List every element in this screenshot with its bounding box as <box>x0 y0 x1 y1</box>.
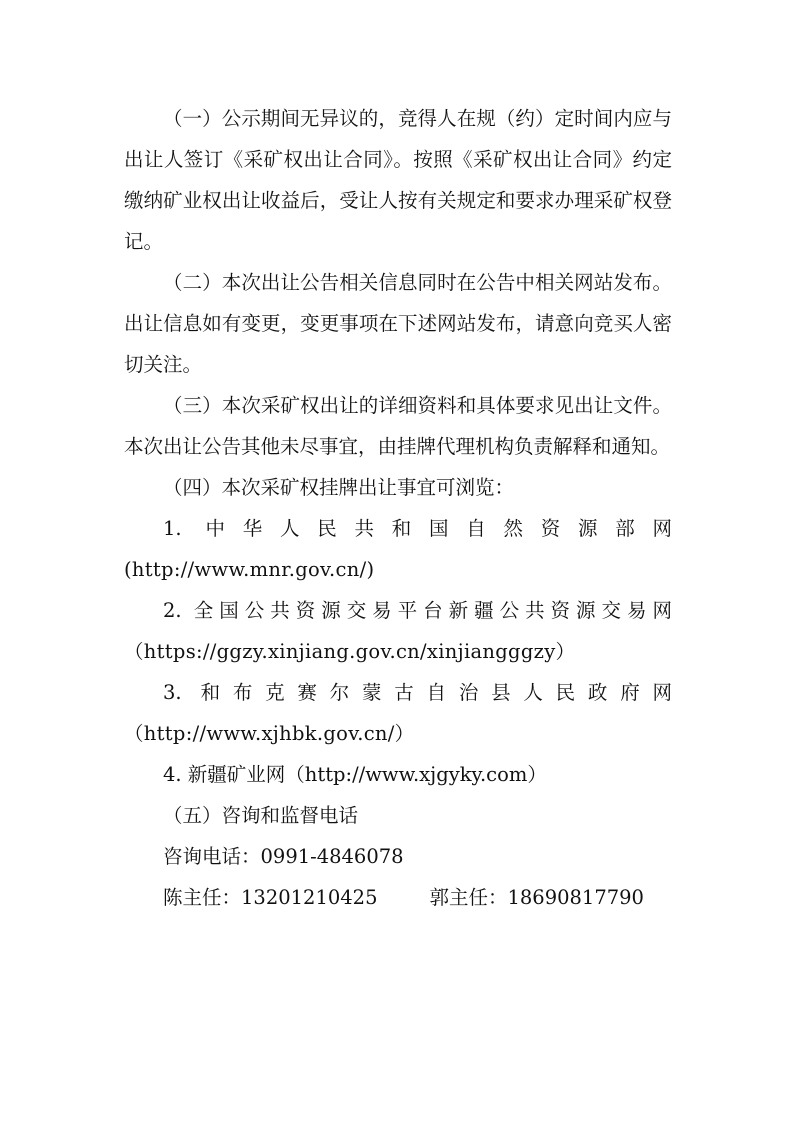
paragraph-1: （一）公示期间无异议的，竞得人在规（约）定时间内应与出让人签订《采矿权出让合同》。按照《采矿权出让合同》约定缴纳矿业权出让收益后，受让人按有关规定和要求办理采矿权登记。 <box>124 107 672 253</box>
paragraph-3: （三）本次采矿权出让的详细资料和具体要求见出让文件。本次出让公告其他未尽事宜，由挂牌代理机构负责解释和通知。 <box>124 394 672 458</box>
site-3-url: （http://www.xjhbk.gov.cn/） <box>124 722 415 745</box>
contact-guo: 郭主任：18690817790 <box>429 886 644 909</box>
site-1-name: 1. 中华人民共和国自然资源部网 <box>163 517 672 540</box>
contact-chen: 陈主任：13201210425 <box>163 886 378 909</box>
paragraph-4: （四）本次采矿权挂牌出让事宜可浏览： <box>163 476 515 499</box>
site-2-url: （https://ggzy.xinjiang.gov.cn/xinjiangggzy） <box>124 640 576 663</box>
site-2-name: 2. 全国公共资源交易平台新疆公共资源交易网 <box>163 599 672 622</box>
site-3-name: 3. 和布克赛尔蒙古自治县人民政府网 <box>163 681 672 704</box>
site-1-url: (http://www.mnr.gov.cn/) <box>124 558 375 581</box>
document-page <box>124 98 672 918</box>
paragraph-5: （五）咨询和监督电话 <box>163 804 359 827</box>
contact-row <box>124 877 672 918</box>
paragraph-2: （二）本次出让公告相关信息同时在公告中相关网站发布。出让信息如有变更，变更事项在下述网站发布，请意向竞买人密切关注。 <box>124 271 672 376</box>
site-4-line: 4. 新疆矿业网（http://www.xjgyky.com） <box>163 763 547 786</box>
consult-phone: 咨询电话：0991-4846078 <box>163 845 404 868</box>
